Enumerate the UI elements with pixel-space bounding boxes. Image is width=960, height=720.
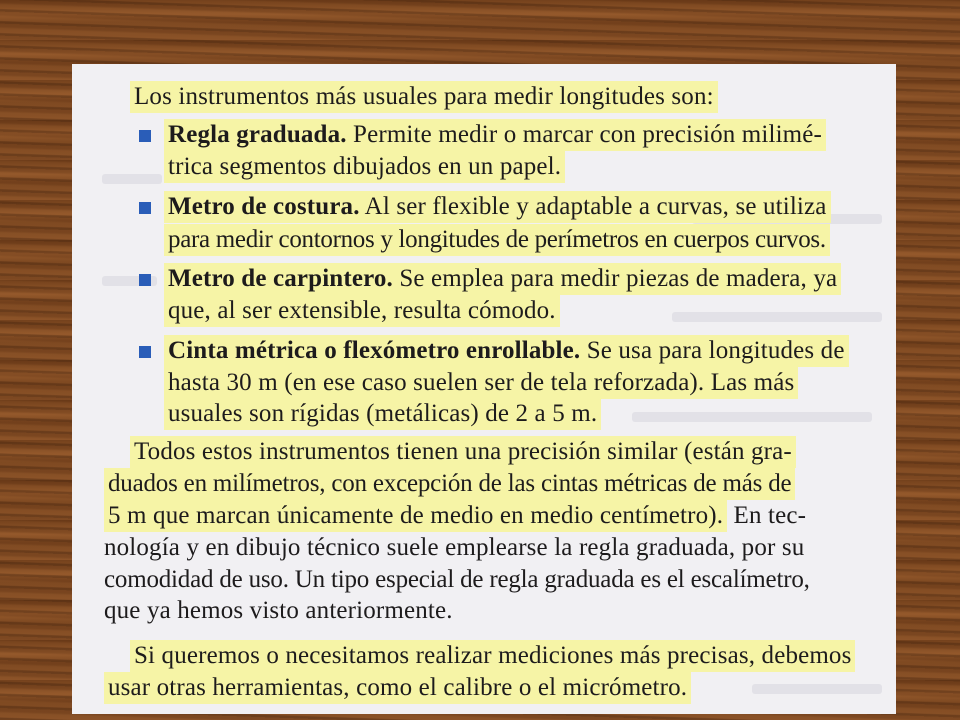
- item-text: que, al ser extensible, resulta cómodo.: [164, 295, 560, 327]
- paragraph-line: [104, 596, 453, 626]
- paragraph-line: [104, 469, 795, 499]
- intro-text: Los instrumentos más usuales para medir longitudes son:: [130, 81, 718, 113]
- paragraph-line: [130, 437, 796, 467]
- item-text: trica segmentos dibujados en un papel.: [164, 151, 565, 183]
- list-item-cinta: [164, 336, 849, 366]
- item-text: hasta 30 m (en ese caso suelen ser de tela reforzada). Las más: [164, 367, 798, 399]
- paragraph-text: nología y en dibujo técnico suele emplearse la regla graduada, por su: [104, 534, 805, 561]
- item-text: para medir contornos y longitudes de perímetros en cuerpos curvos.: [164, 224, 830, 256]
- paragraph-text: comodidad de uso. Un tipo especial de regla graduada es el escalímetro,: [104, 566, 810, 593]
- bleed-through-text: [632, 412, 872, 422]
- paragraph-text: que ya hemos visto anteriormente.: [104, 597, 453, 624]
- paragraph-line: [104, 565, 810, 595]
- list-item-regla-cont: [164, 152, 565, 182]
- bleed-through-text: [102, 174, 162, 184]
- paragraph-line: [130, 641, 855, 671]
- bullet-icon: [139, 202, 151, 214]
- bleed-through-text: [752, 684, 882, 694]
- list-item-carpintero: [164, 264, 841, 294]
- intro-line: [130, 82, 718, 112]
- item-term: Cinta métrica o flexómetro enrollable.: [168, 337, 581, 364]
- paragraph-text: usar otras herramientas, como el calibre o el micrómetro.: [104, 672, 691, 704]
- bullet-icon: [139, 346, 151, 358]
- item-text: Permite medir o marcar con precisión milimé-: [346, 121, 822, 148]
- list-item-carpintero-cont: [164, 296, 560, 326]
- list-item-costura-cont: [164, 225, 830, 255]
- item-text: Al ser flexible y adaptable a curvas, se utiliza: [359, 193, 827, 220]
- paragraph-text: En tec-: [727, 502, 807, 529]
- list-item-regla: [164, 120, 826, 150]
- list-item-cinta-cont2: [164, 399, 601, 429]
- item-text: Se usa para longitudes de: [580, 337, 845, 364]
- item-term: Regla graduada.: [168, 121, 347, 148]
- item-text: usuales son rígidas (metálicas) de 2 a 5 m.: [164, 398, 601, 430]
- paragraph-line: [104, 673, 691, 703]
- item-term: Metro de costura.: [168, 193, 360, 220]
- paragraph-text: Todos estos instrumentos tienen una precisión similar (están gra-: [130, 436, 796, 468]
- bleed-through-text: [672, 312, 882, 322]
- scanned-page: [72, 64, 896, 714]
- paragraph-text: duados en milímetros, con excepción de las cintas métricas de más de: [104, 468, 795, 500]
- list-item-cinta-cont: [164, 368, 798, 398]
- paragraph-line: [104, 501, 806, 531]
- item-text: Se emplea para medir piezas de madera, ya: [392, 265, 838, 292]
- bullet-icon: [139, 130, 151, 142]
- item-term: Metro de carpintero.: [168, 265, 393, 292]
- list-item-costura: [164, 192, 831, 222]
- paragraph-line: [104, 533, 804, 563]
- bullet-icon: [139, 274, 151, 286]
- paragraph-text: 5 m que marcan únicamente de medio en medio centímetro).: [104, 500, 727, 532]
- paragraph-text: Si queremos o necesitamos realizar mediciones más precisas, debemos: [130, 640, 855, 672]
